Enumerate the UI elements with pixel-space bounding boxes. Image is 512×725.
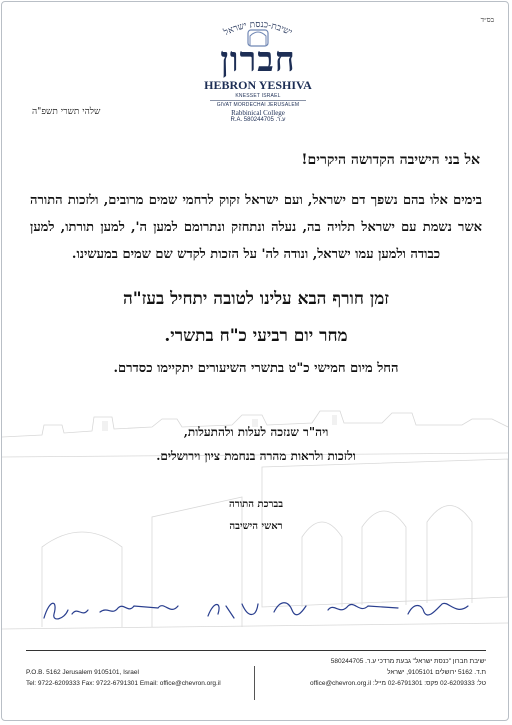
footer-rule (26, 650, 486, 651)
main-paragraph: בימים אלו בהם נשפך דם ישראל, ועם ישראל זקוק לרחמי שמים מרובים, ולזכות התורה אשר נשמת עם ישראל תלויה בה, נעלה ונתחזק ונתרומם למען ה', למען תורתו, למען כבודה ולמען עמו ישראל, ונודה לה' על הזכות לקדש שם שמים במעשינו. (30, 193, 482, 262)
logo-english-name: HEBRON YESHIVA (204, 78, 312, 92)
blessing-line2: ולזכות ולראות מהרה בנחמת ציון וירושלים. (156, 449, 356, 463)
svg-text:ישיבת-כנסת ישראל (221, 20, 293, 39)
logo-line1: KNESSET ISRAEL (235, 93, 281, 99)
blessing (26, 420, 486, 468)
bsd-mark: בס״ד (480, 16, 494, 24)
logo-rule (210, 100, 306, 101)
logo-ra: R.A. 580244705 .ע.ר (230, 117, 286, 123)
footer-top-line: ישיבת חברון "כנסת ישראל" גבעת מרדכי ע.ר. 580244705 (330, 658, 486, 665)
letter-body (26, 152, 486, 538)
letter-page (1, 1, 509, 721)
salutation: אל בני הישיבה הקדושה היקרים! (301, 152, 480, 168)
shiurim-note: החל מיום חמישי כ"ט בתשרי השיעורים יתקיימו כסדרם. (113, 361, 399, 376)
logo-hebrew-name: חברון (220, 40, 296, 80)
footer-contact-en: Tel: 9722-6209333 Fax: 9722-6791301 Email: office@chevron.org.il (26, 680, 221, 687)
logo-arc-text: ישיבת-כנסת ישראל (222, 19, 294, 39)
handwritten-signatures (38, 592, 478, 628)
zman-announcement: זמן חורף הבא עלינו לטובה יתחיל בעז"ה (122, 289, 390, 309)
closing-line2: ראשי הישיבה (229, 521, 283, 532)
logo-college: Rabbinical College (231, 109, 285, 117)
logo-line2: GIVAT MORDECHAI JERUSALEM (216, 102, 300, 108)
closing (26, 494, 486, 538)
zman-date: מחר יום רביעי כ"ח בתשרי. (164, 326, 348, 346)
footer-address-en: P.O.B. 5162 Jerusalem 9105101, Israel (26, 669, 139, 676)
footer-contact-he: טל: 02-6209333 פקס: 02-6791301 מייל: office@chevron.org.il (310, 680, 486, 687)
letter-date: שלהי תשרי תשפ"ה (32, 107, 101, 117)
closing-line1: בברכת התורה (228, 499, 284, 510)
letterhead-footer (26, 656, 486, 689)
blessing-line1: ויה"ר שנזכה לעלות ולהתעלות, (183, 425, 329, 439)
yeshiva-logo (190, 14, 326, 123)
footer-address-he: ת.ד. 5162 ירושלים 9105101, ישראל (387, 669, 486, 676)
